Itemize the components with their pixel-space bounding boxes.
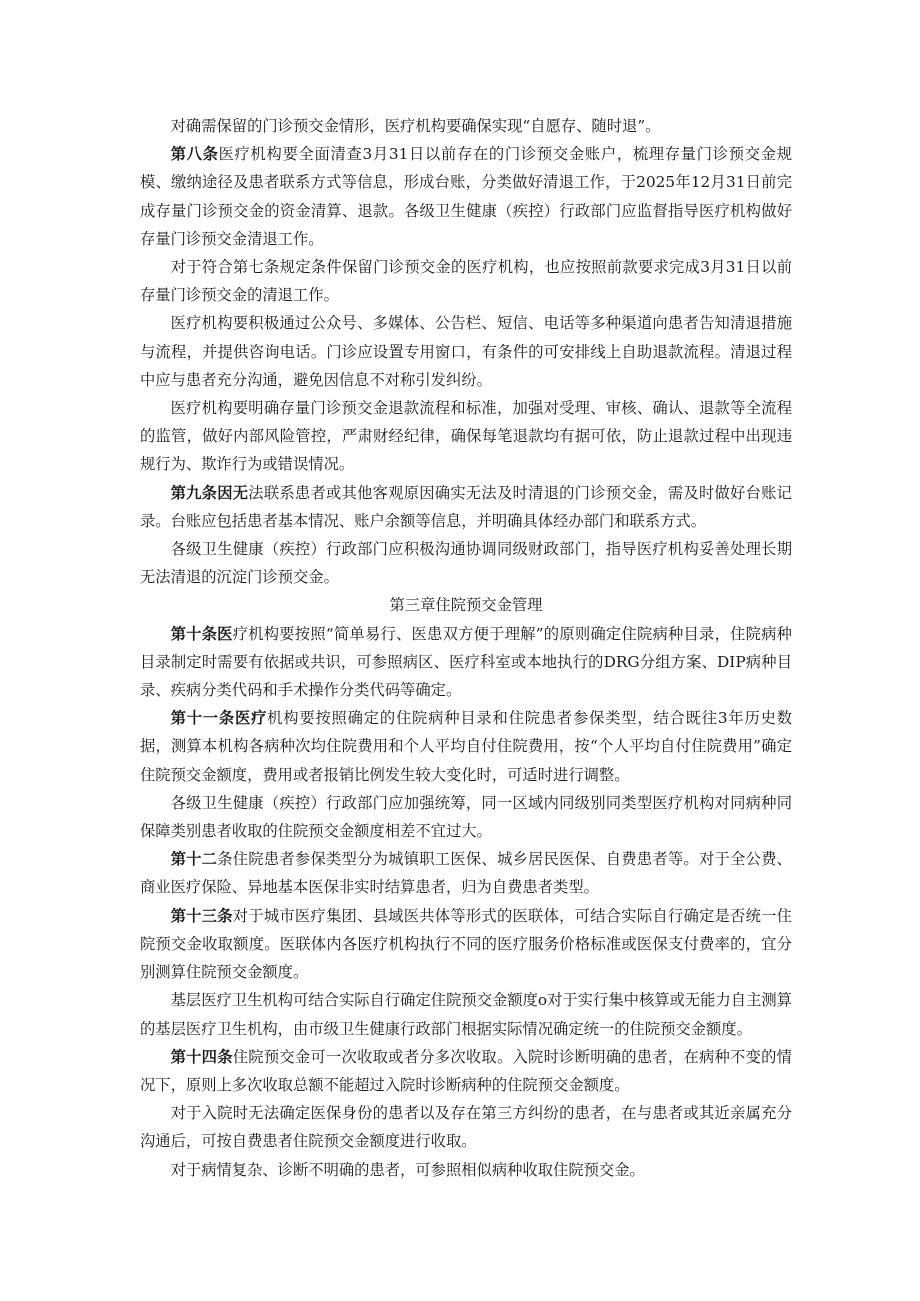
paragraph xyxy=(140,112,792,140)
paragraph xyxy=(140,986,792,1042)
article-lead: 第九条因无 xyxy=(170,483,249,502)
article-lead: 第十一条医疗 xyxy=(170,709,268,728)
paragraph-text: 医疗机构要积极通过公众号、多媒体、公告栏、短信、电话等多种渠道向患者告知清退措施与流程，并提供咨询电话。门诊应设置专用窗口，有条件的可安排线上自助退款流程。清退过程中应与患者充分沟通，避免因信息不对称引发纠纷。 xyxy=(140,314,792,389)
article-lead: 第十条医 xyxy=(170,624,233,643)
paragraph xyxy=(140,309,792,394)
paragraph-text: 对于入院时无法确定医保身份的患者以及存在第三方纠纷的患者，在与患者或其近亲属充分沟通后，可按自费患者住院预交金额度进行收取。 xyxy=(140,1104,792,1151)
article-lead: 第十二 xyxy=(170,850,218,869)
paragraph xyxy=(140,394,792,479)
paragraph xyxy=(140,253,792,309)
paragraph-text: 疗机构要按照“简单易行、医患双方便于理解”的原则确定住院病种目录，住院病种目录制定时需要有依据或共识，可参照病区、医疗科室或本地执行的DRG分组方案、DIP病种目录、疾病分类代码和手术操作分类代码等确定。 xyxy=(140,624,792,700)
paragraph-text: 住院预交金可一次收取或者分多次收取。入院时诊断明确的患者，在病种不变的情况下，原则上多次收取总额不能超过入院时诊断病种的住院预交金额度。 xyxy=(140,1047,792,1094)
article-12 xyxy=(140,845,792,901)
paragraph-text: 基层医疗卫生机构可结合实际自行确定住院预交金额度o对于实行集中核算或无能力自主测算的基层医疗卫生机构，由市级卫生健康行政部门根据实际情况确定统一的住院预交金额度。 xyxy=(140,991,792,1038)
article-lead: 第八条 xyxy=(170,145,219,164)
article-10 xyxy=(140,620,792,705)
paragraph xyxy=(140,1156,792,1184)
article-lead: 第十三条 xyxy=(170,906,233,925)
paragraph-text: 各级卫生健康（疾控）行政部门应积极沟通协调同级财政部门，指导医疗机构妥善处理长期无法清退的沉淀门诊预交金。 xyxy=(140,540,792,587)
article-11 xyxy=(140,704,792,789)
paragraph-text: 各级卫生健康（疾控）行政部门应加强统筹，同一区域内同级别同类型医疗机构对同病种同保障类别患者收取的住院预交金额度相差不宜过大。 xyxy=(140,793,792,841)
article-9 xyxy=(140,479,792,535)
paragraph-text: 法联系患者或其他客观原因确实无法及时清退的门诊预交金，需及时做好台账记录。台账应包括患者基本情况、账户余额等信息，并明确具体经办部门和联系方式。 xyxy=(140,483,792,530)
paragraph-text: 机构要按照确定的住院病种目录和住院患者参保类型，结合既往3年历史数据，测算本机构各病种次均住院费用和个人平均自付住院费用，按“个人平均自付住院费用”确定住院预交金额度，费用或者报销比例发生较大变化时，可适时进行调整。 xyxy=(140,709,792,784)
article-8 xyxy=(140,140,792,253)
chapter-heading: 第三章住院预交金管理 xyxy=(389,596,543,615)
paragraph-text: 对确需保留的门诊预交金情形，医疗机构要确保实现“自愿存、随时退”。 xyxy=(170,117,661,135)
paragraph-text: 对于城市医疗集团、县域医共体等形式的医联体，可结合实际自行确定是否统一住院预交金收取额度。医联体内各医疗机构执行不同的医疗服务价格标准或医保支付费率的，宜分别测算住院预交金额度。 xyxy=(140,906,792,982)
article-lead: 第十四条 xyxy=(170,1047,233,1066)
article-13 xyxy=(140,902,792,987)
paragraph xyxy=(140,535,792,591)
paragraph xyxy=(140,789,792,845)
paragraph-text: 医疗机构要全面清查3月31日以前存在的门诊预交金账户，梳理存量门诊预交金规模、缴纳途径及患者联系方式等信息，形成台账，分类做好清退工作，于2025年12月31日前完成存量门诊预交金的资金清算、退款。各级卫生健康（疾控）行政部门应监督指导医疗机构做好存量门诊预交金清退工作。 xyxy=(140,145,792,248)
paragraph-text: 对于病情复杂、诊断不明确的患者，可参照相似病种收取住院预交金。 xyxy=(170,1160,645,1179)
article-14 xyxy=(140,1043,792,1099)
paragraph-text: 医疗机构要明确存量门诊预交金退款流程和标准，加强对受理、审核、确认、退款等全流程的监管，做好内部风险管控，严肃财经纪律，确保每笔退款均有据可依，防止退款过程中出现违规行为、欺诈行为或错误情况。 xyxy=(140,399,792,474)
paragraph-text: 条住院患者参保类型分为城镇职工医保、城乡居民医保、自费患者等。对于全公费、商业医疗保险、异地基本医保非实时结算患者，归为自费患者类型。 xyxy=(140,850,792,897)
paragraph-text: 对于符合第七条规定条件保留门诊预交金的医疗机构，也应按照前款要求完成3月31日以前存量门诊预交金的清退工作。 xyxy=(140,258,792,305)
document-body xyxy=(140,112,792,1184)
paragraph xyxy=(140,1099,792,1155)
